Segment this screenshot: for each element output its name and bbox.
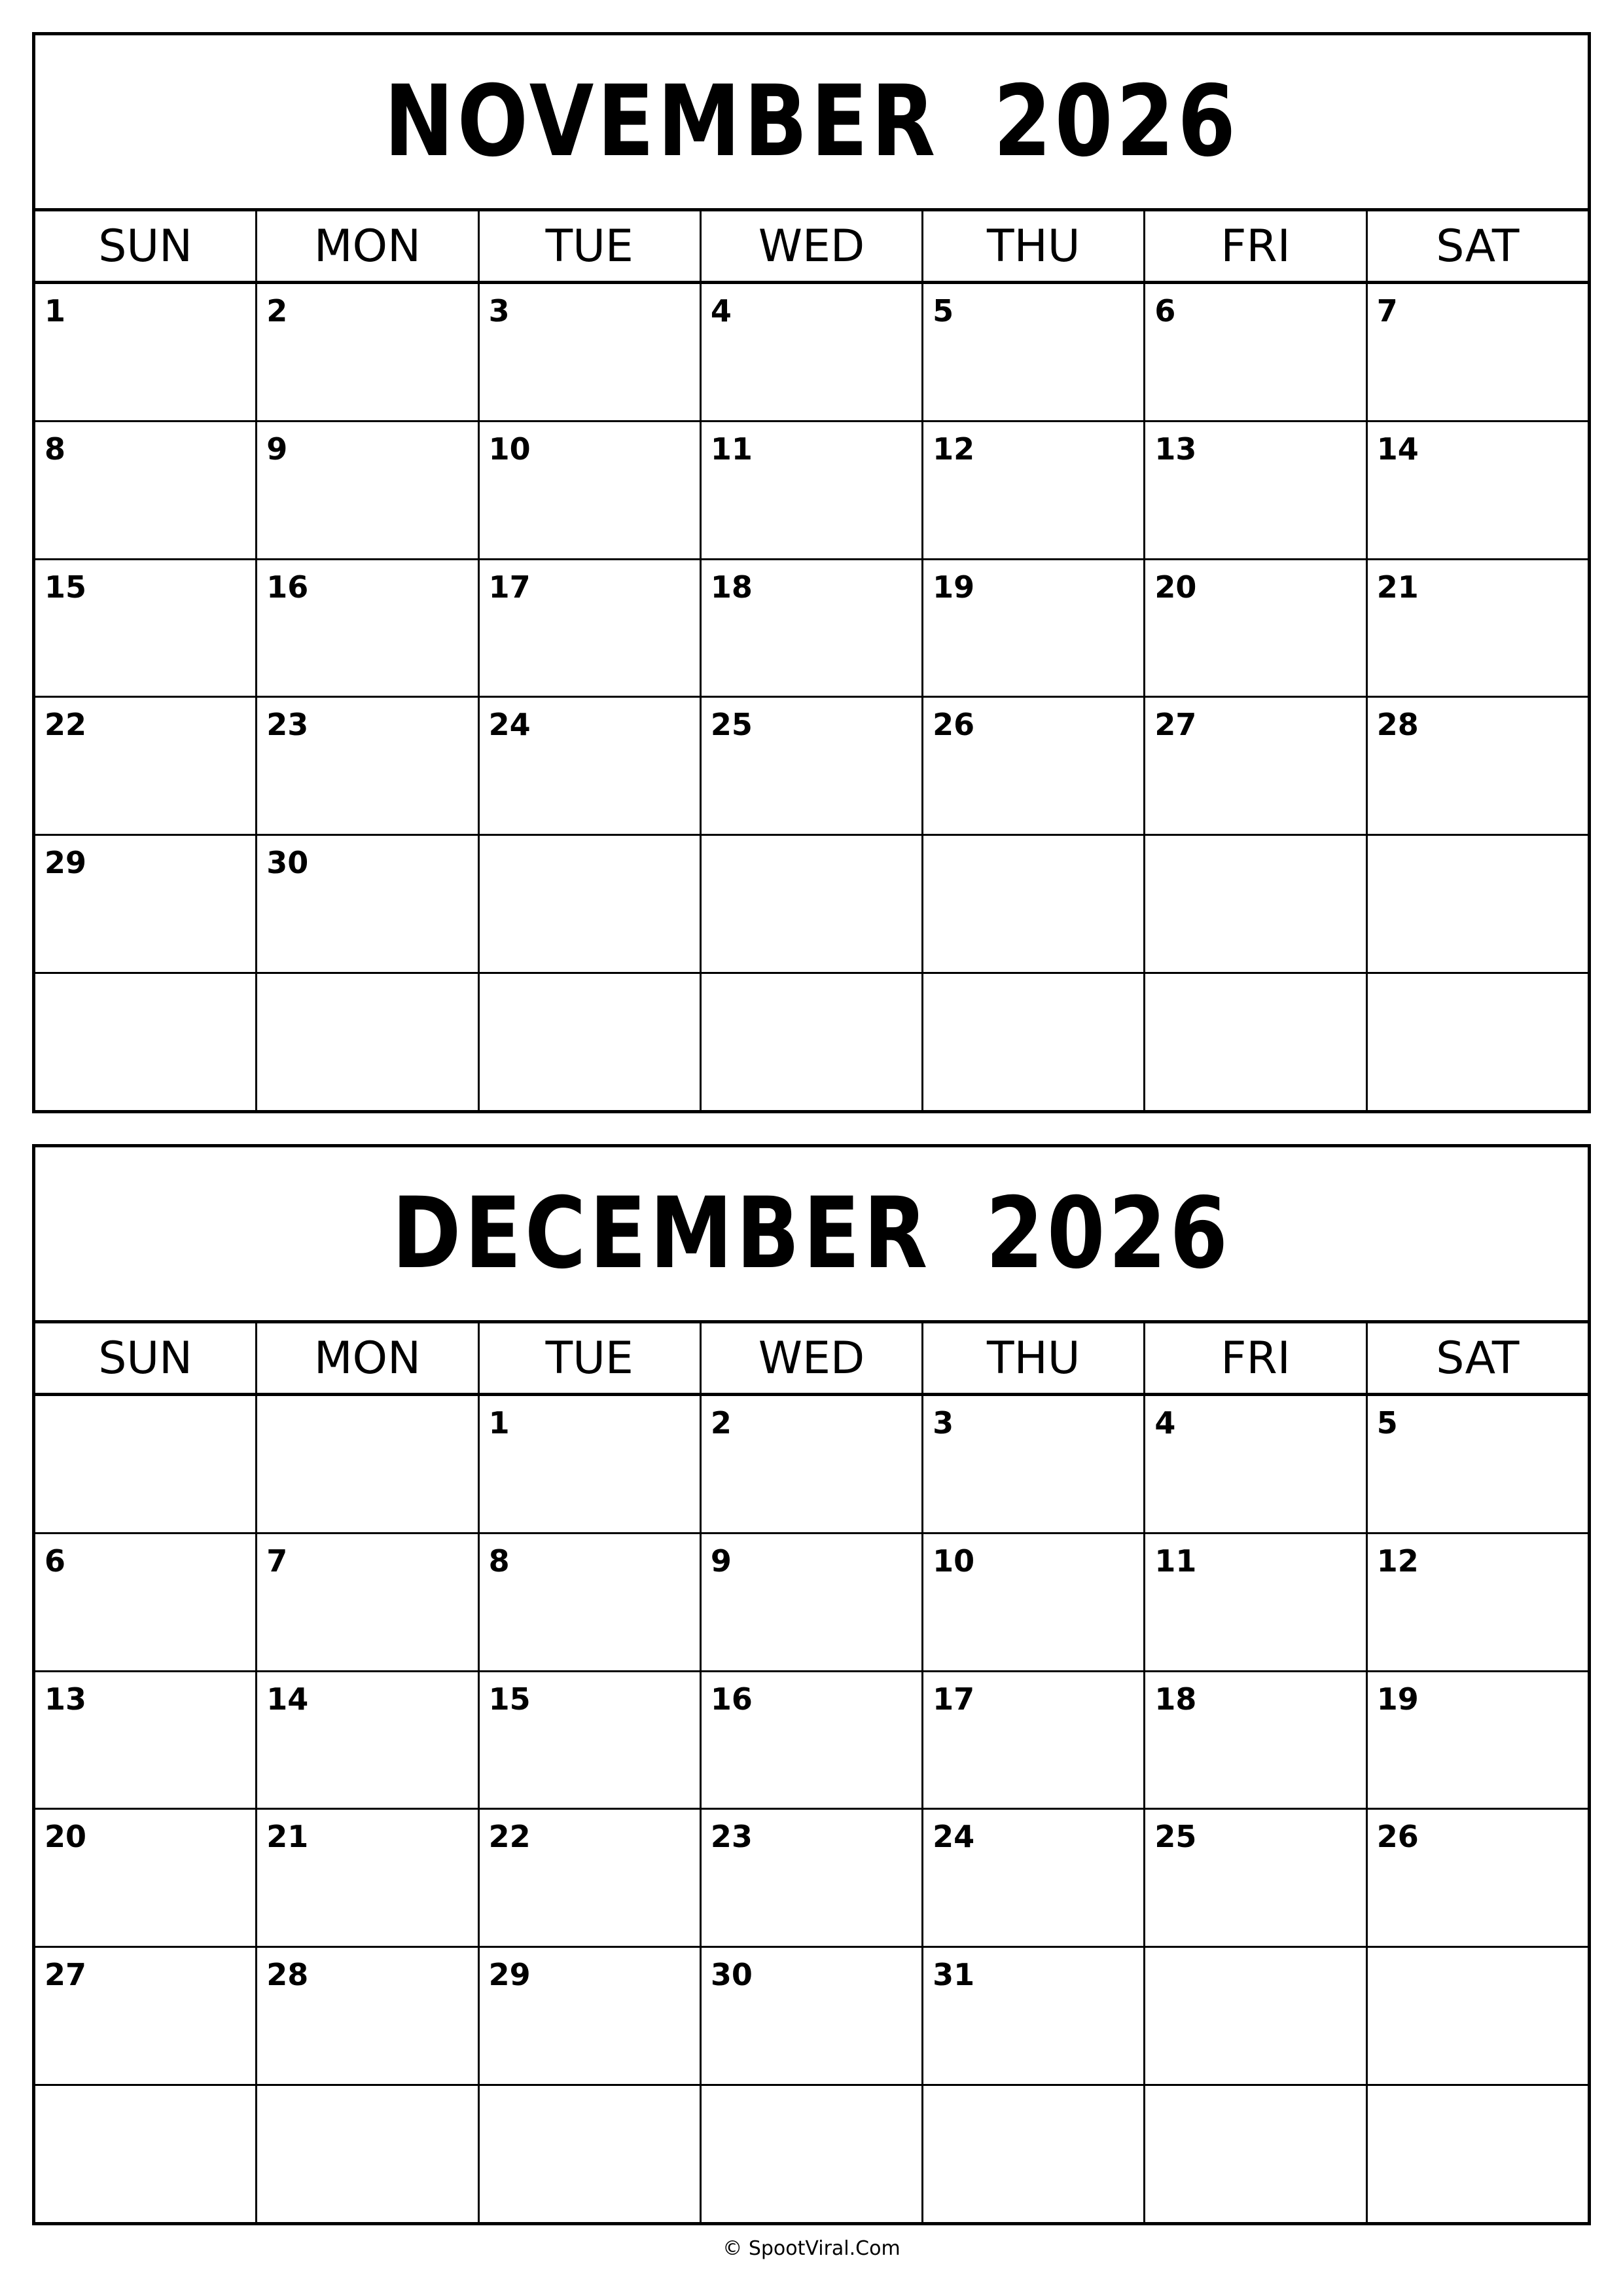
day-number: 27 xyxy=(1154,707,1197,743)
day-cell xyxy=(35,2086,257,2222)
day-number: 25 xyxy=(1154,1819,1197,1855)
week-row xyxy=(35,2086,1588,2222)
weekday-label: TUE xyxy=(480,211,702,281)
weekday-label: FRI xyxy=(1145,211,1367,281)
day-number: 29 xyxy=(488,1957,531,1993)
day-cell xyxy=(923,2086,1145,2222)
day-cell xyxy=(480,698,702,834)
day-cell xyxy=(1145,698,1367,834)
day-number: 8 xyxy=(45,431,66,467)
weekday-label: MON xyxy=(257,211,479,281)
day-cell xyxy=(702,1948,923,2084)
day-cell xyxy=(1145,422,1367,558)
weekday-header-row xyxy=(35,211,1588,284)
day-cell xyxy=(257,1948,479,2084)
day-cell xyxy=(257,974,479,1110)
month-title: NOVEMBER 2026 xyxy=(383,65,1240,179)
day-cell xyxy=(702,836,923,972)
week-row xyxy=(35,560,1588,698)
day-cell xyxy=(923,1948,1145,2084)
day-number: 21 xyxy=(266,1819,309,1855)
day-number: 20 xyxy=(45,1819,87,1855)
day-number: 25 xyxy=(710,707,753,743)
weekday-label: SAT xyxy=(1436,220,1520,272)
day-number: 31 xyxy=(933,1957,975,1993)
day-number: 17 xyxy=(933,1681,975,1717)
calendar-december xyxy=(32,1144,1591,2225)
day-cell xyxy=(923,836,1145,972)
day-cell xyxy=(480,1810,702,1946)
day-number: 10 xyxy=(933,1543,975,1579)
week-row xyxy=(35,698,1588,836)
day-number: 17 xyxy=(488,569,531,605)
day-cell xyxy=(1368,1534,1588,1670)
weeks-container xyxy=(35,284,1588,1110)
day-number: 5 xyxy=(933,293,954,329)
day-cell xyxy=(257,2086,479,2222)
day-number: 13 xyxy=(45,1681,87,1717)
day-number: 3 xyxy=(488,293,510,329)
day-number: 12 xyxy=(933,431,975,467)
day-number: 11 xyxy=(710,431,753,467)
weekday-label: THU xyxy=(923,1323,1145,1393)
day-number: 19 xyxy=(1376,1681,1419,1717)
day-cell xyxy=(480,974,702,1110)
day-cell xyxy=(702,284,923,420)
weekday-label: MON xyxy=(257,1323,479,1393)
day-cell xyxy=(923,974,1145,1110)
day-cell xyxy=(35,1396,257,1532)
day-cell xyxy=(480,422,702,558)
day-cell xyxy=(1145,836,1367,972)
day-number: 13 xyxy=(1154,431,1197,467)
day-number: 23 xyxy=(266,707,309,743)
day-cell xyxy=(1368,1810,1588,1946)
day-cell xyxy=(1145,1948,1367,2084)
day-cell xyxy=(35,1810,257,1946)
week-row xyxy=(35,284,1588,422)
day-cell xyxy=(702,1810,923,1946)
day-cell xyxy=(1145,1396,1367,1532)
day-cell xyxy=(702,974,923,1110)
day-cell xyxy=(1368,1948,1588,2084)
day-number: 5 xyxy=(1376,1405,1398,1441)
day-cell xyxy=(1368,560,1588,696)
day-number: 11 xyxy=(1154,1543,1197,1579)
day-cell xyxy=(923,1672,1145,1808)
day-cell xyxy=(257,1810,479,1946)
day-number: 18 xyxy=(710,569,753,605)
week-row xyxy=(35,1534,1588,1672)
day-cell xyxy=(1145,974,1367,1110)
day-number: 27 xyxy=(45,1957,87,1993)
day-cell xyxy=(257,560,479,696)
day-number: 8 xyxy=(488,1543,510,1579)
day-number: 26 xyxy=(1376,1819,1419,1855)
weekday-label: TUE xyxy=(480,1323,702,1393)
day-number: 29 xyxy=(45,845,87,881)
weekday-label: THU xyxy=(923,211,1145,281)
day-cell xyxy=(702,1672,923,1808)
day-number: 1 xyxy=(45,293,66,329)
day-cell xyxy=(480,1534,702,1670)
day-cell xyxy=(480,2086,702,2222)
day-number: 21 xyxy=(1376,569,1419,605)
calendar-november xyxy=(32,32,1591,1113)
day-cell xyxy=(35,1672,257,1808)
day-cell xyxy=(257,422,479,558)
calendar-grid xyxy=(35,1320,1588,2222)
day-cell xyxy=(257,698,479,834)
weeks-container xyxy=(35,1396,1588,2222)
day-number: 20 xyxy=(1154,569,1197,605)
day-cell xyxy=(480,836,702,972)
day-cell xyxy=(702,2086,923,2222)
week-row xyxy=(35,1948,1588,2086)
day-cell xyxy=(1368,284,1588,420)
day-cell xyxy=(923,422,1145,558)
day-number: 28 xyxy=(266,1957,309,1993)
day-number: 4 xyxy=(710,293,732,329)
day-cell xyxy=(257,284,479,420)
day-number: 22 xyxy=(45,707,87,743)
day-number: 16 xyxy=(266,569,309,605)
day-cell xyxy=(1368,422,1588,558)
week-row xyxy=(35,1396,1588,1534)
day-cell xyxy=(35,1534,257,1670)
day-cell xyxy=(257,1396,479,1532)
day-cell xyxy=(1145,1534,1367,1670)
day-number: 28 xyxy=(1376,707,1419,743)
week-row xyxy=(35,1810,1588,1948)
day-cell xyxy=(480,1948,702,2084)
day-cell xyxy=(480,1396,702,1532)
day-cell xyxy=(35,974,257,1110)
weekday-label: WED xyxy=(702,211,923,281)
day-cell xyxy=(1145,284,1367,420)
day-cell xyxy=(1368,2086,1588,2222)
weekday-label: SUN xyxy=(35,1323,257,1393)
day-cell xyxy=(480,1672,702,1808)
day-cell xyxy=(1368,1672,1588,1808)
day-cell xyxy=(1145,560,1367,696)
day-number: 1 xyxy=(488,1405,510,1441)
day-number: 9 xyxy=(710,1543,732,1579)
day-number: 23 xyxy=(710,1819,753,1855)
day-number: 4 xyxy=(1154,1405,1176,1441)
day-cell xyxy=(1368,1396,1588,1532)
week-row xyxy=(35,836,1588,974)
day-cell xyxy=(1368,836,1588,972)
day-cell xyxy=(923,1810,1145,1946)
day-cell xyxy=(1368,974,1588,1110)
day-number: 12 xyxy=(1376,1543,1419,1579)
day-cell xyxy=(702,560,923,696)
day-cell xyxy=(702,1534,923,1670)
day-number: 24 xyxy=(933,1819,975,1855)
day-cell xyxy=(35,836,257,972)
day-cell xyxy=(1145,1810,1367,1946)
day-number: 16 xyxy=(710,1681,753,1717)
day-number: 19 xyxy=(933,569,975,605)
day-number: 24 xyxy=(488,707,531,743)
day-number: 15 xyxy=(488,1681,531,1717)
week-row xyxy=(35,1672,1588,1810)
calendar-grid xyxy=(35,208,1588,1110)
day-cell xyxy=(1145,2086,1367,2222)
day-number: 18 xyxy=(1154,1681,1197,1717)
day-number: 7 xyxy=(266,1543,288,1579)
day-cell xyxy=(35,422,257,558)
day-cell xyxy=(923,1396,1145,1532)
month-title: DECEMBER 2026 xyxy=(391,1177,1232,1291)
day-number: 6 xyxy=(1154,293,1176,329)
day-number: 2 xyxy=(266,293,288,329)
day-cell xyxy=(35,698,257,834)
day-number: 30 xyxy=(266,845,309,881)
week-row xyxy=(35,422,1588,560)
day-cell xyxy=(1145,1672,1367,1808)
week-row xyxy=(35,974,1588,1110)
day-cell xyxy=(923,1534,1145,1670)
weekday-label: FRI xyxy=(1145,1323,1367,1393)
day-cell xyxy=(480,560,702,696)
footer-copyright: © SpootViral.Com xyxy=(722,2237,901,2260)
weekday-header-row xyxy=(35,1323,1588,1396)
day-cell xyxy=(923,698,1145,834)
day-cell xyxy=(35,284,257,420)
day-cell xyxy=(35,1948,257,2084)
day-number: 15 xyxy=(45,569,87,605)
day-cell xyxy=(702,698,923,834)
day-number: 3 xyxy=(933,1405,954,1441)
day-number: 9 xyxy=(266,431,288,467)
day-cell xyxy=(35,560,257,696)
day-number: 2 xyxy=(710,1405,732,1441)
day-number: 10 xyxy=(488,431,531,467)
day-cell xyxy=(257,836,479,972)
weekday-label: SAT xyxy=(1436,1332,1520,1384)
day-cell xyxy=(702,1396,923,1532)
day-cell xyxy=(480,284,702,420)
day-number: 14 xyxy=(1376,431,1419,467)
day-number: 14 xyxy=(266,1681,309,1717)
day-cell xyxy=(257,1534,479,1670)
day-cell xyxy=(702,422,923,558)
day-number: 7 xyxy=(1376,293,1398,329)
day-number: 22 xyxy=(488,1819,531,1855)
day-cell xyxy=(923,284,1145,420)
weekday-label: SUN xyxy=(35,211,257,281)
day-number: 26 xyxy=(933,707,975,743)
day-cell xyxy=(923,560,1145,696)
weekday-label: WED xyxy=(702,1323,923,1393)
day-cell xyxy=(1368,698,1588,834)
day-number: 30 xyxy=(710,1957,753,1993)
day-number: 6 xyxy=(45,1543,66,1579)
day-cell xyxy=(257,1672,479,1808)
